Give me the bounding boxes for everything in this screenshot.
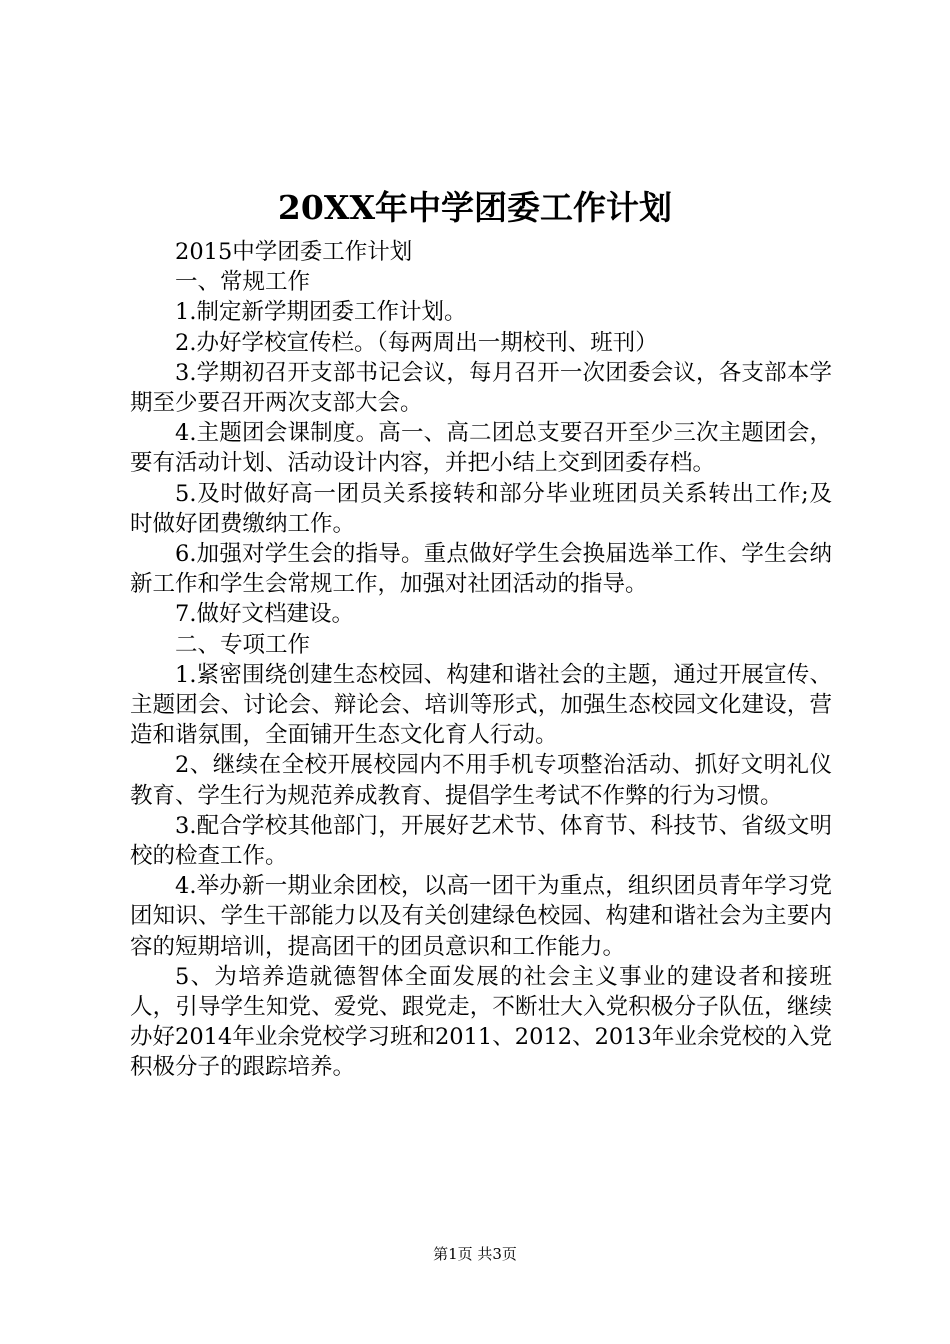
- paragraph: 3.配合学校其他部门，开展好艺术节、体育节、科技节、省级文明校的检查工作。: [130, 812, 832, 870]
- paragraph: 一、常规工作: [175, 269, 311, 296]
- paragraph: 4.主题团会课制度。高一、高二团总支要召开至少三次主题团会，要有活动计划、活动设计内容，并把小结上交到团委存档。: [130, 420, 832, 477]
- paragraph: 3.学期初召开支部书记会议，每月召开一次团委会议，各支部本学期至少要召开两次支部大会。: [130, 359, 832, 417]
- paragraph: 5、为培养造就德智体全面发展的社会主义事业的建设者和接班人，引导学生知党、爱党、跟党走，不断壮大入党积极分子队伍，继续办好2014年业余党校学习班和2011、2012、2013年业余党校的入党积极分子的跟踪培养。: [130, 963, 832, 1081]
- document-title: 20XX年中学团委工作计划: [277, 188, 673, 227]
- paragraph: 二、专项工作: [175, 631, 311, 658]
- paragraph: 1.制定新学期团委工作计划。: [175, 299, 467, 326]
- page-footer: 第1页 共3页: [433, 1245, 517, 1263]
- paragraph: 5.及时做好高一团员关系接转和部分毕业班团员关系转出工作;及时做好团费缴纳工作。: [130, 480, 832, 537]
- paragraph: 2、继续在全校开展校园内不用手机专项整治活动、抓好文明礼仪教育、学生行为规范养成教育、提倡学生考试不作弊的行为习惯。: [130, 752, 832, 809]
- paragraph: 6.加强对学生会的指导。重点做好学生会换届选举工作、学生会纳新工作和学生会常规工作，加强对社团活动的指导。: [130, 541, 832, 598]
- paragraph: 4.举办新一期业余团校，以高一团干为重点，组织团员青年学习党团知识、学生干部能力以及有关创建绿色校园、构建和谐社会为主要内容的短期培训，提高团干的团员意识和工作能力。: [130, 873, 832, 960]
- document-body: [130, 237, 832, 1083]
- paragraph: 7.做好文档建设。: [175, 601, 354, 628]
- paragraph: 2015中学团委工作计划: [175, 239, 413, 265]
- paragraph: 2.办好学校宣传栏。（每两周出一期校刊、班刊）: [175, 329, 658, 356]
- paragraph: 1.紧密围绕创建生态校园、构建和谐社会的主题，通过开展宣传、主题团会、讨论会、辩论会、培训等形式，加强生态校园文化建设，营造和谐氛围，全面铺开生态文化育人行动。: [130, 661, 832, 749]
